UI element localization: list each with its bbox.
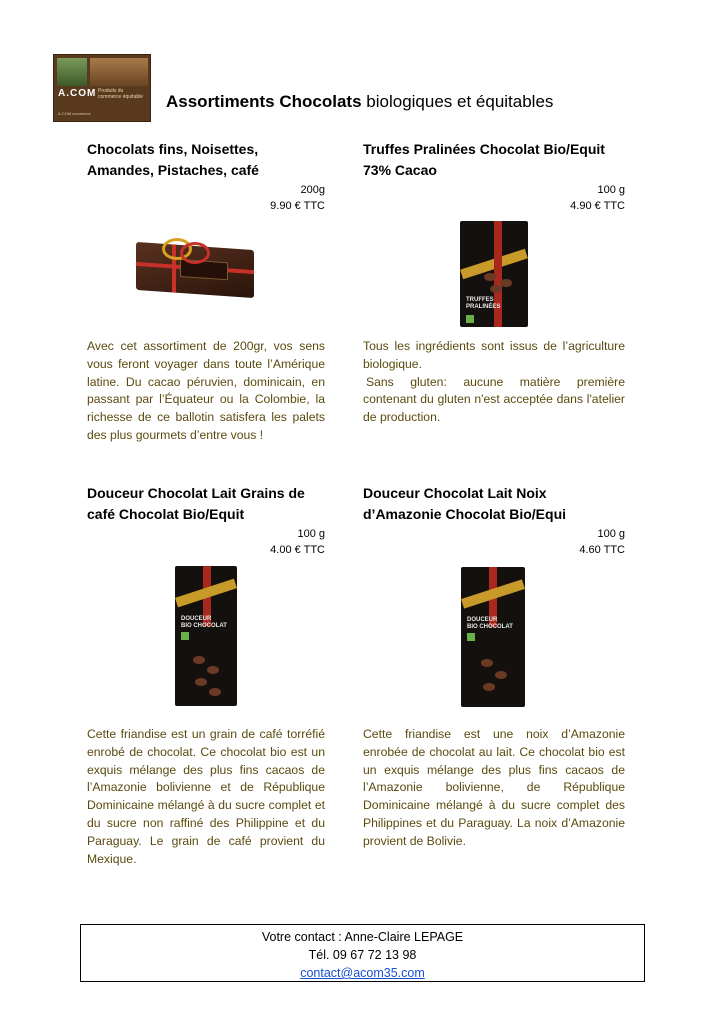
product-1-weight: 200g: [300, 184, 325, 196]
product-2-description: [363, 338, 625, 427]
gift-ballotin-icon: [136, 236, 276, 304]
truffle-piece: [500, 279, 512, 287]
bag-label-line2: BIO CHOCOLAT: [467, 624, 513, 630]
product-2-title: [363, 139, 625, 181]
bean-piece: [193, 656, 205, 664]
product-1-description: Avec cet assortiment de 200gr, vos sens vous feront voyager dans toute l’Amérique latine. Du cacao péruvien, dominicain, en passant par l’Équateur ou la Colombie, la richesse de ce ballotin satisfera les palets des plus gourmets d’entre vous !: [87, 339, 325, 442]
truffle-piece: [484, 273, 496, 281]
product-1-title-line2: Amandes, Pistaches, café: [87, 162, 259, 178]
product-2-description-line2: Sans gluten: aucune matière première contenant du gluten n'est acceptée dans l'atelier de production.: [363, 374, 625, 425]
bean-piece: [209, 688, 221, 696]
page-title: [166, 92, 553, 112]
product-1-price: 9.90 € TTC: [270, 200, 325, 212]
product-4-title-line2: d’Amazonie Chocolat Bio/Equi: [363, 506, 567, 522]
logo-photo-farmer: [57, 58, 87, 86]
product-1-title: [87, 139, 325, 181]
product-2-title-line1: Truffes Pralinées Chocolat Bio/Equit: [363, 141, 605, 157]
truffles-label: [466, 297, 500, 311]
bean-piece: [207, 666, 219, 674]
product-2-weight: 100 g: [597, 184, 625, 196]
contact-email-link[interactable]: contact@acom35.com: [300, 966, 425, 980]
logo-footer: A.COM commerce: [58, 111, 91, 116]
product-3-description: Cette friandise est un grain de café torréfié enrobé de chocolat. Ce chocolat bio est un exquis mélange des plus fins cacaos de l’Amazonie bolivienne et de République Dominicaine mélangé à du sucre complet et du sucre non raffiné des Philippine et du Paraguay. Le grain de café provient du Mexique.: [87, 727, 325, 866]
bean-piece: [195, 678, 207, 686]
product-1-meta: [87, 182, 325, 214]
bag-label-line1: DOUCEUR: [181, 616, 212, 622]
product-4-price: 4.60 TTC: [579, 544, 625, 556]
organic-label-icon: [466, 315, 474, 323]
organic-label-icon: [181, 632, 189, 640]
product-2: [363, 139, 625, 214]
product-2-description-line1: Tous les ingrédients sont issus de l’agriculture biologique.: [363, 339, 625, 371]
truffles-box-icon: [460, 221, 528, 327]
product-4-title: [363, 483, 625, 525]
product-1-title-line1: Chocolats fins, Noisettes,: [87, 141, 259, 157]
bean-piece: [495, 671, 507, 679]
product-3: [87, 483, 325, 558]
product-3-meta: [87, 526, 325, 558]
product-3-title-line1: Douceur Chocolat Lait Grains de: [87, 485, 305, 501]
page-title-rest: biologiques et équitables: [361, 92, 554, 111]
bow-right-icon: [180, 242, 210, 264]
product-4-weight: 100 g: [597, 528, 625, 540]
truffles-label-line2: PRALINÉES: [466, 304, 501, 310]
page-title-bold: Assortiments Chocolats: [166, 92, 362, 111]
bag-label-line2: BIO CHOCOLAT: [181, 623, 227, 629]
truffle-piece: [490, 285, 502, 293]
product-2-price: 4.90 € TTC: [570, 200, 625, 212]
logo-tagline: Produits du commerce équitable: [98, 88, 144, 100]
product-4-title-line1: Douceur Chocolat Lait Noix: [363, 485, 547, 501]
contact-box: [80, 924, 645, 982]
product-4-meta: [363, 526, 625, 558]
bag-label: [467, 617, 513, 631]
contact-phone: Tél. 09 67 72 13 98: [308, 948, 417, 962]
bag-label-line1: DOUCEUR: [467, 617, 498, 623]
product-3-price: 4.00 € TTC: [270, 544, 325, 556]
product-2-title-line2: 73% Cacao: [363, 162, 437, 178]
acom-logo: [53, 54, 151, 122]
product-1: [87, 139, 325, 214]
chocolate-bag-icon: [461, 567, 525, 707]
chocolate-bag-icon: [175, 566, 237, 706]
truffles-label-line1: TRUFFES: [466, 297, 494, 303]
logo-brand: A.COM: [58, 88, 97, 99]
product-3-title: [87, 483, 325, 525]
bean-piece: [481, 659, 493, 667]
bean-piece: [483, 683, 495, 691]
contact-name: Votre contact : Anne-Claire LEPAGE: [261, 930, 464, 944]
product-4-description: Cette friandise est une noix d’Amazonie enrobée de chocolat au lait. Ce chocolat bio est un exquis mélange des plus fins cacaos de l’Amazonie bolivienne, de République Dominicaine mélangé à du sucre complet des Philippines et du Paraguay. La noix d’Amazonie provient de Bolivie.: [363, 727, 625, 848]
product-4: [363, 483, 625, 558]
logo-photo-harvest: [90, 58, 148, 86]
bag-label: [181, 616, 227, 630]
product-3-title-line2: café Chocolat Bio/Equit: [87, 506, 245, 522]
product-3-weight: 100 g: [297, 528, 325, 540]
product-2-meta: [363, 182, 625, 214]
organic-label-icon: [467, 633, 475, 641]
